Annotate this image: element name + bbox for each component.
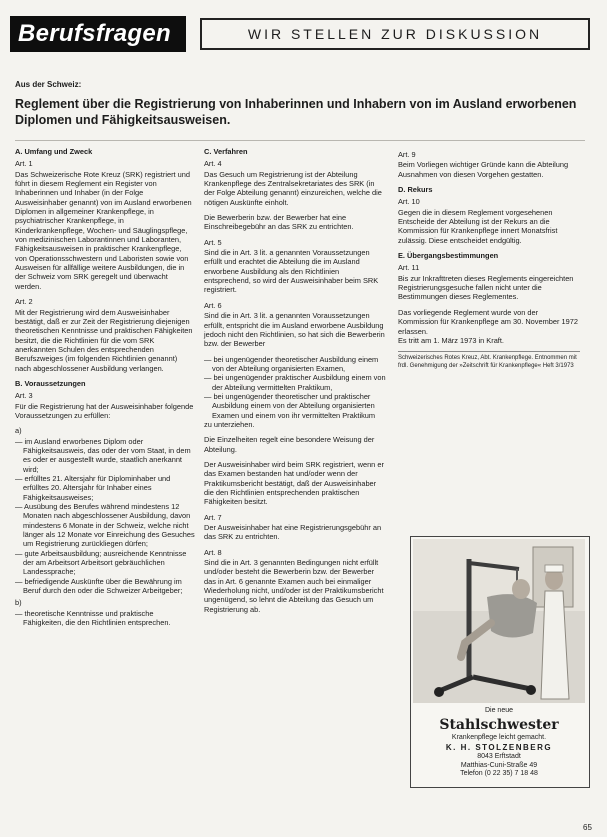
effective-date: Es tritt am 1. März 1973 in Kraft. [398, 335, 504, 345]
article-number: Art. 1 [15, 159, 33, 169]
ad-city: 8043 Erftstadt [477, 753, 521, 760]
article-text: Für die Registrierung hat der Ausweisinhaber folgende Voraussetzungen zu erfüllen: [15, 401, 194, 420]
list-marker: b) [15, 598, 22, 608]
article-text: Sind die in Art. 3 lit. a genannten Voraussetzungen erfüllt und erachtet die Abteilung die im Ausland erworbene Ausbildung als den Richtlinien entsprechend, so wird der Ausweisinhaber beim SRK registriert. [204, 248, 379, 295]
ad-text [411, 707, 587, 779]
article-text: Die Bewerberin bzw. der Bewerber hat eine Einschreibegebühr an das SRK zu entrichten. [204, 213, 354, 232]
article-text: Mit der Registrierung wird dem Ausweisinhaber bestätigt, daß er zur Zeit der Registrierung diejenigen theoretischen Kenntnisse und praktischen Fähigkeiten besitzt, die die Richtlinien für die vom SRK anerkannten Schulen des entsprechenden Berufszweiges (im folgenden Richtlinien genannt) nach abgeschlossener Ausbildung verlangen. [15, 307, 193, 373]
article-number: Art. 10 [398, 197, 420, 207]
article-title: Reglement über die Registrierung von Inhaberinnen und Inhabern von im Ausland erworbenen Diplomen und Fähigkeitsausweisen. [15, 97, 577, 127]
section-heading-c: C. Verfahren [204, 147, 248, 156]
column-1 [15, 147, 195, 628]
list-item: — bei ungenügender theoretischer Ausbildung einem von der Abteilung organisierten Examen, [204, 354, 379, 373]
section-banner [10, 16, 186, 52]
list-item: — im Ausland erworbenes Diplom oder Fähigkeitsausweis, das oder der vom Staat, in dem es oder er ausgestellt wurde, staatlich anerkannt wird; [15, 436, 191, 474]
ad-brand: Stahlschwester [439, 716, 559, 733]
article-number: Art. 3 [15, 391, 33, 401]
list-item: — erfülltes 21. Altersjahr für Diplominhaber und erfülltes 20. Altersjahr für Inhaber eines Fähigkeitsausweises; [15, 474, 171, 502]
article-text: Die Einzelheiten regelt eine besondere Weisung der Abteilung. [204, 435, 375, 454]
list-item: — bei ungenügender praktischer Ausbildung einem von der Abteilung vermittelten Praktikum, [204, 373, 386, 392]
list-item: — Ausübung des Berufes während mindestens 12 Monaten nach abgeschlossener Ausbildung, davon mindestens 6 Monate in der Schweiz, welche nicht länger als 12 Monate vor Einreichung des Gesuches um Registrierung zurückliegen dürfen; [15, 502, 195, 549]
article-text: Der Ausweisinhaber wird beim SRK registriert, wenn er das Examen bestanden hat und/oder wenn der Praktikumsbericht bestätigt, daß der Ausweisinhaber die den Richtlinien entsprechenden praktischen Fähigkeiten besitzt. [204, 459, 384, 507]
article-text: Beim Vorliegen wichtiger Gründe kann die Abteilung Ausnahmen von diesen Vorgehen gestatten. [398, 160, 569, 179]
discussion-header [200, 18, 590, 50]
list-item: — bei ungenügender theoretischer und praktischer Ausbildung einem von der Abteilung organisierten Examen und einem von ihr vermittelten Praktikum [204, 391, 376, 420]
ad-street: Matthias-Cuni-Straße 49 [460, 761, 538, 769]
section-heading-d: D. Rekurs [398, 185, 433, 195]
list-item: — befriedigende Auskünfte über die Bewährung im Beruf durch den oder die Schweizer Arbeitgeber; [15, 576, 183, 596]
article-number: Art. 6 [204, 300, 222, 310]
article-source: Aus der Schweiz: [15, 80, 82, 89]
page-number: 65 [583, 823, 592, 832]
source-footnote: Schweizerisches Rotes Kreuz, Abt. Krankenpflege. Entnommen mit frdl. Genehmigung der »Zeitschrift für Krankenpflege« Heft 3/1973 [398, 351, 580, 370]
ad-company: K. H. STOLZENBERG [445, 743, 553, 752]
list-item: — gute Arbeitsausbildung; ausreichende Kenntnisse der am Arbeitsort Arbeitsort gebräuchlichen Landessprache; [15, 548, 187, 577]
article-text: Das Gesuch um Registrierung ist der Abteilung Krankenpflege des Zentralsekretariates des SRK (in der Folge Abteilung genannt) einzureichen, welche die nötigen Auskünfte einholt. [204, 169, 382, 207]
closing-text: Das vorliegende Reglement wurde von der Kommission für Krankenpflege am 30. November 1972 erlassen. [398, 307, 578, 336]
divider [15, 140, 585, 141]
ad-phone: Telefon (0 22 35) 7 18 48 [460, 770, 538, 777]
article-text: Der Ausweisinhaber hat eine Registrierungsgebühr an das SRK zu entrichten. [204, 523, 382, 542]
article-text: Sind die in Art. 3 genannten Bedingungen nicht erfüllt und/oder besteht die Bewerberin bzw. der Bewerber das in Art. 6 genannte Examen auch bei einmaliger Wiederholung nicht, und/oder ist der Praktikumsbericht ungenügend, so lehnt die Abteilung das Gesuch um Registrierung ab. [204, 558, 384, 614]
list-item: — theoretische Kenntnisse und praktische Fähigkeiten, die den Richtlinien entsprechen. [15, 608, 171, 628]
article-number: Art. 11 [398, 263, 420, 273]
section-heading-e: E. Übergangsbestimmungen [398, 251, 499, 261]
column-3 [398, 147, 580, 370]
section-title: Berufsfragen [18, 20, 171, 47]
article-text: Bis zur Inkrafttreten dieses Reglements eingereichten Registrierungsgesuche fallen nicht unter die Bestimmungen dieses Reglementes. [398, 273, 574, 302]
ad-intro: Die neue [484, 707, 514, 714]
article-text: Sind die in Art. 3 lit. a genannten Voraussetzungen erfüllt, entspricht die im Ausland erworbene Ausbildung jedoch nicht den Richtlinien, so hat sich die Bewerberin bzw. der Bewerber [204, 311, 385, 349]
ad-photo [413, 539, 585, 703]
article-text: Gegen die in diesem Reglement vorgesehenen Entscheide der Abteilung ist der Rekurs an die Kommission für Krankenpflege innert Monatsfrist zulässig. Diese entscheidet endgültig. [398, 207, 558, 245]
section-heading-b: B. Voraussetzungen [15, 378, 86, 388]
ad-slogan: Krankenpflege leicht gemacht. [451, 733, 547, 741]
article-number: Art. 8 [204, 547, 222, 557]
list-marker: a) [15, 426, 22, 436]
advertisement [410, 536, 590, 788]
discussion-title: WIR STELLEN ZUR DISKUSSION [247, 26, 543, 42]
article-number: Art. 2 [15, 297, 33, 307]
article-number: Art. 5 [204, 237, 222, 247]
section-heading-a: A. Umfang und Zweck [15, 147, 93, 156]
article-text: Das Schweizerische Rote Kreuz (SRK) registriert und führt in diesem Reglement ein Register von Inhaberinnen und Inhaber (in der Folge Ausweisinhaber genannt) von im Ausland erworbenen Diplomen in allgemeiner Krankenpflege, in psychiatrischer Krankenpflege, in Kinderkrankenpflege, Wochen- und Säuglingspflege, von medizinischen Laborantinnen und Laboranten, Fähigkeitsausweisen in praktischer Krankenpflege, von Operationsschwestern und Laboristen sowie von Ausweisen für allfällige weitere Ausbildungen, die in der Schweiz vom SRK geregelt und überwacht werden. [15, 169, 192, 291]
column-2 [204, 147, 386, 620]
article-number: Art. 9 [398, 150, 416, 159]
article-text: zu unterziehen. [204, 419, 255, 429]
article-number: Art. 7 [204, 512, 222, 522]
article-number: Art. 4 [204, 159, 222, 169]
patient-lift-illustration [413, 539, 585, 703]
